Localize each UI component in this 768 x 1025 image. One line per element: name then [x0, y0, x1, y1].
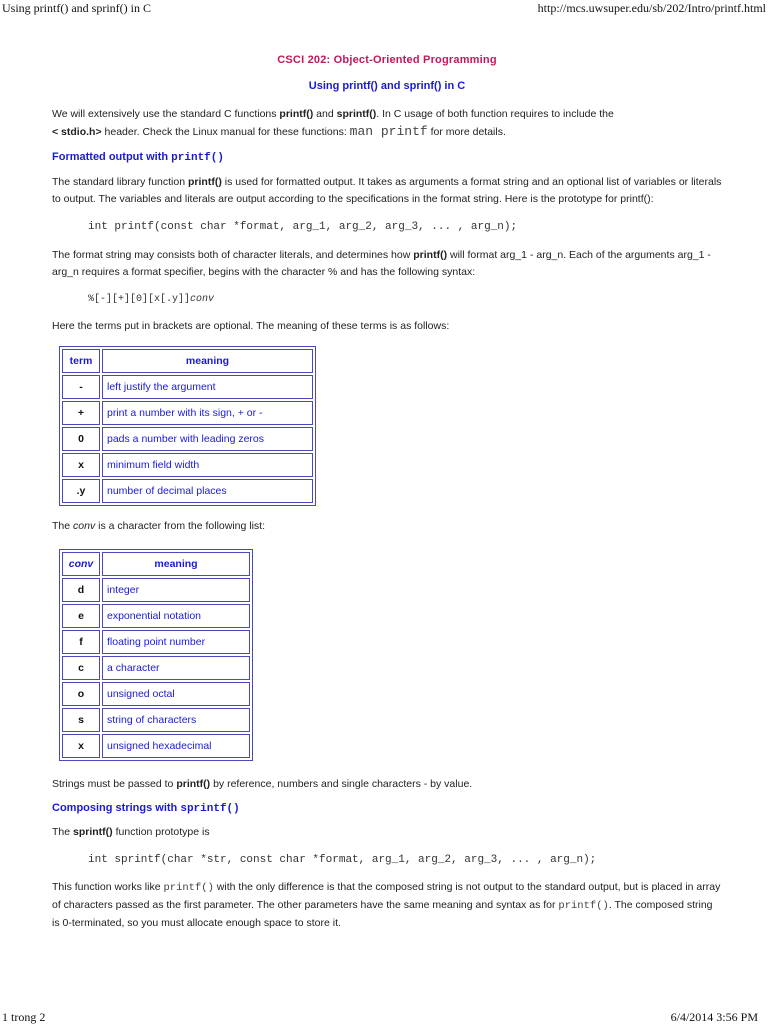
conv-table	[59, 549, 253, 761]
conv-intro-b: conv	[73, 520, 96, 532]
section1-heading-code: printf()	[171, 152, 224, 164]
s1p1-c: is used for formatted output. It takes as arguments a format string and an optional list of variables or literals to output. The variables and literals are output according to the specifications in the format string. Here is the prototype for printf():	[52, 176, 722, 205]
table-row	[62, 682, 250, 706]
term-cell: .y	[62, 479, 100, 503]
conv-cell: d	[62, 578, 100, 602]
s1p2-b: printf()	[413, 249, 448, 261]
terms-header-term: term	[62, 349, 100, 373]
header-title: Using printf() and sprinf() in C	[2, 1, 151, 15]
s2p1-a: The	[52, 826, 74, 838]
terms-header-meaning: meaning	[102, 349, 313, 373]
meaning-cell: print a number with its sign, + or -	[102, 401, 313, 425]
intro-text-2: and	[313, 108, 337, 120]
printf-prototype: int printf(const char *format, arg_1, arg_2, arg_3, ... , arg_n);	[88, 221, 518, 233]
strings-note-c: by reference, numbers and single characters - by value.	[210, 778, 473, 790]
table-row	[62, 630, 250, 654]
table-row	[62, 427, 313, 451]
term-cell: -	[62, 375, 100, 399]
table-row	[62, 734, 250, 758]
conv-intro-a: The	[52, 520, 74, 532]
printf-description	[52, 174, 722, 208]
format-string-description	[52, 247, 722, 281]
table-row	[62, 453, 313, 477]
terms-table-header	[62, 349, 313, 373]
section-heading-sprintf	[52, 802, 722, 815]
s2p2-code2: printf()	[558, 900, 609, 912]
intro-paragraph	[52, 106, 722, 141]
table-row	[62, 401, 313, 425]
s2p2-b: with the only difference is that the composed string is not output to the standard output, but is placed in array of characters passed as the first parameter. The other parameters have the same meaning and syntax as for	[52, 881, 721, 911]
s2p2-c: . The composed string is 0-terminated, so you must allocate enough space to store it.	[52, 899, 713, 929]
meaning-cell: unsigned hexadecimal	[102, 734, 250, 758]
sprintf-description	[52, 879, 722, 932]
sprintf-intro	[52, 824, 722, 841]
section2-heading-text: Composing strings with	[52, 802, 181, 814]
meaning-cell: minimum field width	[102, 453, 313, 477]
s1p2-c: will format arg_1 - arg_n. Each of the arguments arg_1 - arg_n requires a format specifier, begins with the character % and has the following syntax:	[52, 249, 711, 278]
conv-cell: o	[62, 682, 100, 706]
intro-man-command: man printf	[349, 124, 428, 139]
course-title: CSCI 202: Object-Oriented Programming	[277, 54, 497, 66]
s1p1-a: The standard library function	[52, 176, 188, 188]
page-title: Using printf() and sprinf() in C	[308, 80, 466, 92]
conv-header-conv: conv	[62, 552, 100, 576]
conv-intro-c: is a character from the following list:	[95, 520, 266, 532]
section1-heading-text: Formatted output with	[52, 151, 172, 163]
table-row	[62, 656, 250, 680]
s2p1-c: function prototype is	[112, 826, 210, 838]
terms-table	[59, 346, 316, 506]
intro-text-1: We will extensively use the standard C functions	[52, 108, 280, 120]
conv-cell: c	[62, 656, 100, 680]
s1p2-a: The format string may consists both of character literals, and determines how	[52, 249, 414, 261]
s2p2-a: This function works like	[52, 881, 164, 893]
meaning-cell: left justify the argument	[102, 375, 313, 399]
term-cell: 0	[62, 427, 100, 451]
term-cell: x	[62, 453, 100, 477]
print-footer	[0, 1008, 768, 1024]
format-syntax	[52, 294, 722, 305]
syntax-conv: conv	[190, 294, 215, 305]
section2-heading-code: sprintf()	[180, 803, 240, 815]
intro-stdio: < stdio.h>	[52, 126, 102, 138]
conv-intro	[52, 518, 722, 535]
meaning-cell: integer	[102, 578, 250, 602]
strings-note-a: Strings must be passed to	[52, 778, 177, 790]
strings-note-b: printf()	[176, 778, 211, 790]
s2p2-code1: printf()	[163, 882, 214, 894]
footer-page: 1 trong 2	[2, 1010, 46, 1024]
terms-intro: Here the terms put in brackets are optional. The meaning of these terms is as follows:	[52, 320, 450, 332]
intro-text-3: . In C usage of both function requires to include the	[376, 108, 614, 120]
footer-datetime: 6/4/2014 3:56 PM	[670, 1010, 758, 1024]
conv-cell: e	[62, 604, 100, 628]
print-header	[0, 0, 768, 16]
meaning-cell: exponential notation	[102, 604, 250, 628]
conv-cell: f	[62, 630, 100, 654]
intro-text-4: header. Check the Linux manual for these functions:	[101, 126, 350, 138]
intro-printf: printf()	[279, 108, 314, 120]
conv-table-header	[62, 552, 250, 576]
table-row	[62, 375, 313, 399]
table-row	[62, 708, 250, 732]
strings-note	[52, 776, 722, 793]
table-row	[62, 604, 250, 628]
section-heading-printf	[52, 151, 722, 164]
table-row	[62, 578, 250, 602]
meaning-cell: number of decimal places	[102, 479, 313, 503]
s1p1-b: printf()	[188, 176, 222, 188]
meaning-cell: floating point number	[102, 630, 250, 654]
meaning-cell: a character	[102, 656, 250, 680]
meaning-cell: string of characters	[102, 708, 250, 732]
meaning-cell: unsigned octal	[102, 682, 250, 706]
table-row	[62, 479, 313, 503]
document-content	[52, 54, 722, 932]
syntax-code: %[-][+][0][x[.y]]	[88, 294, 191, 305]
header-url: http://mcs.uwsuper.edu/sb/202/Intro/printf.html	[537, 1, 766, 15]
sprintf-prototype: int sprintf(char *str, const char *format, arg_1, arg_2, arg_3, ... , arg_n);	[88, 854, 597, 866]
s2p1-b: sprintf()	[73, 826, 113, 838]
conv-cell: s	[62, 708, 100, 732]
conv-header-meaning: meaning	[102, 552, 250, 576]
intro-text-5: for more details.	[427, 126, 506, 138]
intro-sprintf: sprintf()	[336, 108, 377, 120]
meaning-cell: pads a number with leading zeros	[102, 427, 313, 451]
conv-cell: x	[62, 734, 100, 758]
term-cell: +	[62, 401, 100, 425]
